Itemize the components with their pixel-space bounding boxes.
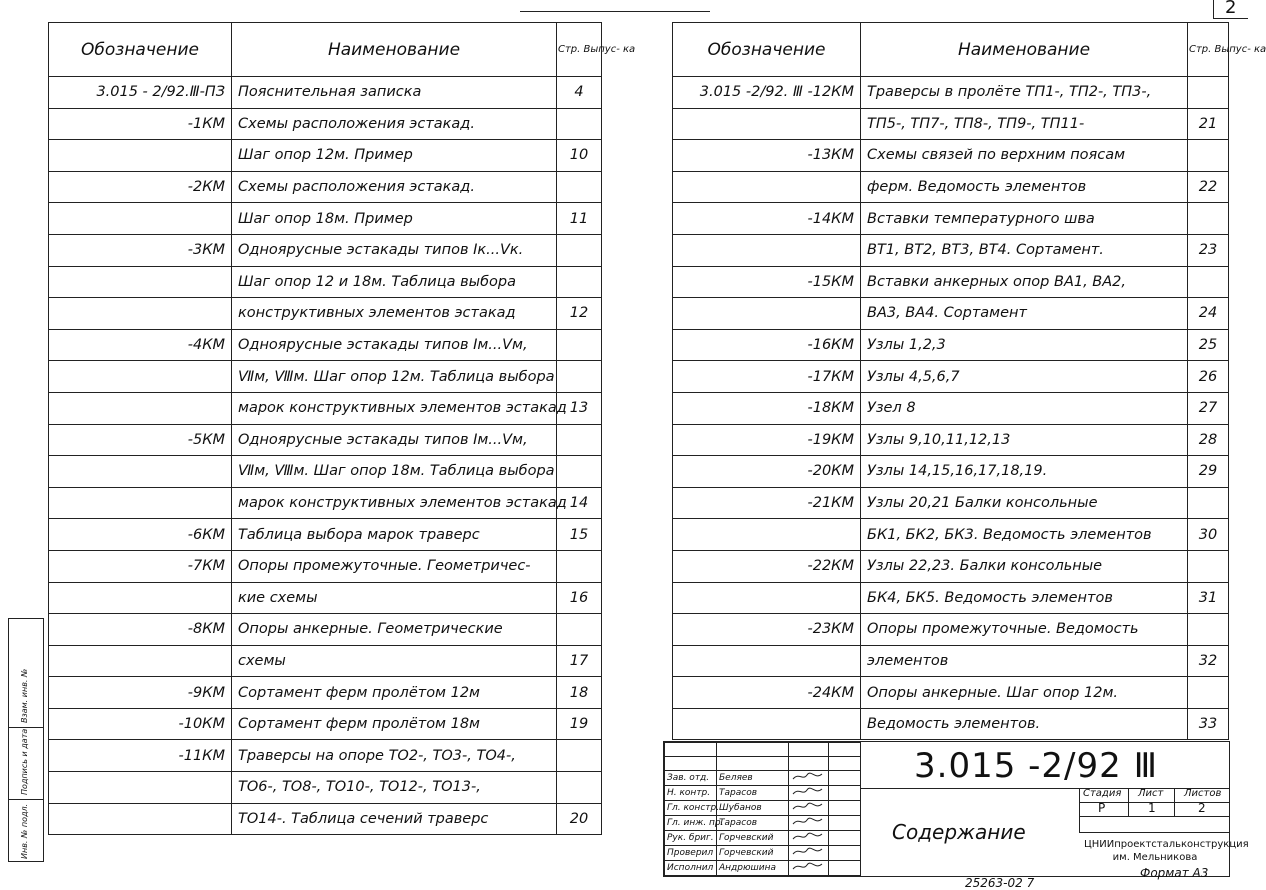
table-row <box>49 487 602 519</box>
cell-name: Опоры промежуточные. Геометричес- <box>232 550 557 582</box>
cell-code <box>49 487 232 519</box>
cell-name: ВТ1, ВТ2, ВТ3, ВТ4. Сортамент. <box>861 234 1188 266</box>
cell-page <box>1188 487 1229 519</box>
role-title: Рук. бриг. <box>665 831 717 846</box>
cell-page <box>557 234 602 266</box>
cell-name: Узлы 20,21 Балки консольные <box>861 487 1188 519</box>
cell-page: 29 <box>1188 456 1229 488</box>
cell-name: БК1, БК2, БК3. Ведомость элементов <box>861 519 1188 551</box>
cell-name: Сортамент ферм пролётом 12м <box>232 677 557 709</box>
cell-page: 26 <box>1188 361 1229 393</box>
cell-page <box>557 171 602 203</box>
table-row <box>673 171 1229 203</box>
sheet-number: 2 <box>1225 0 1237 18</box>
cell-code: 3.015 -2/92. Ⅲ -12КМ <box>673 77 861 109</box>
cell-page: 17 <box>557 645 602 677</box>
table-row <box>49 171 602 203</box>
table-row <box>49 614 602 646</box>
cell-name: Опоры анкерные. Шаг опор 12м. <box>861 677 1188 709</box>
table-row <box>673 708 1229 740</box>
cell-code: -2КМ <box>49 171 232 203</box>
cell-code <box>49 140 232 172</box>
cell-page: 21 <box>1188 108 1229 140</box>
table-row <box>49 550 602 582</box>
role-title: Н. контр. <box>665 786 717 801</box>
cell-name: Опоры промежуточные. Ведомость <box>861 614 1188 646</box>
table-row <box>673 487 1229 519</box>
cell-code: -13КМ <box>673 140 861 172</box>
cell-name: кие схемы <box>232 582 557 614</box>
role-name: Шубанов <box>717 801 789 816</box>
cell-name: Узлы 9,10,11,12,13 <box>861 424 1188 456</box>
table-row <box>673 550 1229 582</box>
table-row <box>673 298 1229 330</box>
org-name: ЦНИИпроектстальконструкция им. Мельникова <box>1084 839 1249 863</box>
cell-code <box>673 645 861 677</box>
table-row <box>49 234 602 266</box>
role-title: Проверил <box>665 846 717 861</box>
cell-code: -11КМ <box>49 740 232 772</box>
cell-code: -20КМ <box>673 456 861 488</box>
signature-icon <box>789 801 829 816</box>
doc-title: Содержание <box>892 820 1026 844</box>
signature-icon <box>789 816 829 831</box>
signature-icon <box>789 771 829 786</box>
cell-name: Сортамент ферм пролётом 18м <box>232 708 557 740</box>
cell-code <box>673 108 861 140</box>
cell-name: Схемы связей по верхним поясам <box>861 140 1188 172</box>
cell-code <box>673 171 861 203</box>
table-row <box>49 772 602 804</box>
side-field-0: Инв. № подл. <box>20 803 29 859</box>
cell-name: Одноярусные эстакады типов Ӏк...Ⅴк. <box>232 234 557 266</box>
cell-code: -23КМ <box>673 614 861 646</box>
header-name: Наименование <box>861 23 1188 77</box>
roles-row <box>665 771 861 786</box>
cell-name: ТО14-. Таблица сечений траверс <box>232 803 557 835</box>
cell-name: БК4, БК5. Ведомость элементов <box>861 582 1188 614</box>
cell-page: 32 <box>1188 645 1229 677</box>
cell-name: Узлы 4,5,6,7 <box>861 361 1188 393</box>
cell-code: -7КМ <box>49 550 232 582</box>
roles-spacer-row <box>665 757 861 771</box>
table-row <box>673 582 1229 614</box>
cell-code: 3.015 - 2/92.Ⅲ-ПЗ <box>49 77 232 109</box>
role-title: Зав. отд. <box>665 771 717 786</box>
table-row <box>49 203 602 235</box>
cell-code: -1КМ <box>49 108 232 140</box>
signature-icon <box>789 846 829 861</box>
cell-name: Шаг опор 12 и 18м. Таблица выбора <box>232 266 557 298</box>
cell-code: -14КМ <box>673 203 861 235</box>
paper-format: Формат А3 <box>1140 866 1209 880</box>
table-row <box>673 140 1229 172</box>
table-row <box>673 234 1229 266</box>
cell-page <box>557 740 602 772</box>
roles-row <box>665 831 861 846</box>
cell-code <box>673 234 861 266</box>
cell-page: 20 <box>557 803 602 835</box>
cell-page <box>1188 614 1229 646</box>
table-row <box>673 456 1229 488</box>
table-row <box>49 108 602 140</box>
cell-page <box>557 329 602 361</box>
role-name: Горчевский <box>717 846 789 861</box>
cell-code: -16КМ <box>673 329 861 361</box>
cell-name: Траверсы на опоре ТО2-, ТО3-, ТО4-, <box>232 740 557 772</box>
roles-row <box>665 816 861 831</box>
stage-value: Р <box>1098 801 1106 815</box>
table-row <box>49 677 602 709</box>
table-row <box>49 803 602 835</box>
table-header <box>673 23 1229 77</box>
cell-code <box>673 582 861 614</box>
table-row <box>673 392 1229 424</box>
role-title: Гл. инж. пр. <box>665 816 717 831</box>
cell-code: -15КМ <box>673 266 861 298</box>
role-name: Тарасов <box>717 816 789 831</box>
role-name: Андрюшина <box>717 861 789 876</box>
cell-page: 28 <box>1188 424 1229 456</box>
cell-page: 16 <box>557 582 602 614</box>
cell-name: Ведомость элементов. <box>861 708 1188 740</box>
table-row <box>673 77 1229 109</box>
cell-name: Вставки температурного шва <box>861 203 1188 235</box>
cell-code <box>49 772 232 804</box>
cell-name: Опоры анкерные. Геометрические <box>232 614 557 646</box>
cell-page: 13 <box>557 392 602 424</box>
role-name: Тарасов <box>717 786 789 801</box>
cell-page: 24 <box>1188 298 1229 330</box>
cell-page: 19 <box>557 708 602 740</box>
signature-icon <box>789 831 829 846</box>
table-row <box>673 108 1229 140</box>
roles-row <box>665 846 861 861</box>
roles-row <box>665 786 861 801</box>
table-row <box>673 329 1229 361</box>
cell-code: -18КМ <box>673 392 861 424</box>
table-row <box>673 266 1229 298</box>
cell-code: -5КМ <box>49 424 232 456</box>
role-title: Исполнил <box>665 861 717 876</box>
cell-code: -9КМ <box>49 677 232 709</box>
cell-page: 33 <box>1188 708 1229 740</box>
roles-row <box>665 861 861 876</box>
roles-row <box>665 801 861 816</box>
cell-code <box>49 582 232 614</box>
cell-page <box>1188 140 1229 172</box>
cell-page: 31 <box>1188 582 1229 614</box>
cell-page: 22 <box>1188 171 1229 203</box>
cell-page <box>1188 77 1229 109</box>
cell-page: 23 <box>1188 234 1229 266</box>
cell-page: 18 <box>557 677 602 709</box>
side-stamp <box>8 618 44 862</box>
cell-code: -21КМ <box>673 487 861 519</box>
table-row <box>673 424 1229 456</box>
sheets-label: Листов <box>1184 788 1222 799</box>
stage-label: Стадия <box>1083 788 1122 799</box>
cell-name: ТП5-, ТП7-, ТП8-, ТП9-, ТП11- <box>861 108 1188 140</box>
cell-code <box>49 456 232 488</box>
cell-name: схемы <box>232 645 557 677</box>
cell-page: 4 <box>557 77 602 109</box>
header-code: Обозначение <box>673 23 861 77</box>
sheet-label: Лист <box>1138 788 1164 799</box>
cell-code: -3КМ <box>49 234 232 266</box>
right-contents-table <box>672 22 1266 740</box>
role-name: Беляев <box>717 771 789 786</box>
role-name: Горчевский <box>717 831 789 846</box>
table-row <box>673 677 1229 709</box>
table-row <box>49 298 602 330</box>
cell-code <box>49 645 232 677</box>
cell-name: Шаг опор 18м. Пример <box>232 203 557 235</box>
cell-page <box>557 772 602 804</box>
table-row <box>49 392 602 424</box>
table-row <box>49 266 602 298</box>
cell-page <box>1188 203 1229 235</box>
table-row <box>49 424 602 456</box>
table-row <box>49 140 602 172</box>
table-row <box>49 361 602 393</box>
cell-code <box>49 203 232 235</box>
cell-name: ТО6-, ТО8-, ТО10-, ТО12-, ТО13-, <box>232 772 557 804</box>
cell-name: Узлы 22,23. Балки консольные <box>861 550 1188 582</box>
cell-code <box>49 803 232 835</box>
table-header <box>49 23 602 77</box>
cell-code <box>49 361 232 393</box>
cell-page: 10 <box>557 140 602 172</box>
cell-page <box>557 266 602 298</box>
cell-page <box>557 550 602 582</box>
cell-name: Траверсы в пролёте ТП1-, ТП2-, ТП3-, <box>861 77 1188 109</box>
cell-page <box>557 361 602 393</box>
header-name: Наименование <box>232 23 557 77</box>
side-field-2: Взам. инв. № <box>20 668 29 723</box>
cell-page <box>1188 550 1229 582</box>
table-row <box>49 456 602 488</box>
cell-page: 11 <box>557 203 602 235</box>
stage-box <box>1079 788 1230 833</box>
cell-name: Схемы расположения эстакад. <box>232 108 557 140</box>
signature-icon <box>789 786 829 801</box>
cell-code: -10КМ <box>49 708 232 740</box>
cell-name: Узлы 1,2,3 <box>861 329 1188 361</box>
table-row <box>673 519 1229 551</box>
cell-code <box>673 708 861 740</box>
table-row <box>49 582 602 614</box>
cell-name: Вставки анкерных опор ВА1, ВА2, <box>861 266 1188 298</box>
designation: 3.015 -2/92 Ⅲ <box>914 746 1159 786</box>
cell-page <box>557 108 602 140</box>
cell-name: Ⅶм, Ⅷм. Шаг опор 18м. Таблица выбора <box>232 456 557 488</box>
header-page: Стр. Выпус- ка <box>557 23 602 77</box>
table-row <box>673 203 1229 235</box>
archive-number: 25263-02 7 <box>965 876 1035 890</box>
cell-name: Одноярусные эстакады типов Ӏм...Ⅴм, <box>232 329 557 361</box>
cell-page: 27 <box>1188 392 1229 424</box>
cell-code: -4КМ <box>49 329 232 361</box>
table-row <box>673 614 1229 646</box>
cell-code: -19КМ <box>673 424 861 456</box>
cell-page <box>557 614 602 646</box>
cell-name: Таблица выбора марок траверс <box>232 519 557 551</box>
cell-code <box>673 298 861 330</box>
cell-name: марок конструктивных элементов эстакад <box>232 487 557 519</box>
cell-page: 14 <box>557 487 602 519</box>
header-page: Стр. Выпус- ка <box>1188 23 1229 77</box>
cell-code <box>49 298 232 330</box>
cell-name: марок конструктивных элементов эстакад <box>232 392 557 424</box>
left-contents-table <box>48 22 636 835</box>
cell-page: 25 <box>1188 329 1229 361</box>
cell-code <box>49 392 232 424</box>
sheet-value: 1 <box>1148 801 1156 815</box>
cell-code: -24КМ <box>673 677 861 709</box>
roles-spacer-row <box>665 743 861 757</box>
side-field-1: Подпись и дата <box>20 728 29 795</box>
table-row <box>673 645 1229 677</box>
cell-code: -6КМ <box>49 519 232 551</box>
cell-name: Ⅶм, Ⅷм. Шаг опор 12м. Таблица выбора <box>232 361 557 393</box>
cell-name: ВА3, ВА4. Сортамент <box>861 298 1188 330</box>
cell-page <box>1188 266 1229 298</box>
cell-name: Узлы 14,15,16,17,18,19. <box>861 456 1188 488</box>
cell-page: 30 <box>1188 519 1229 551</box>
cell-name: Одноярусные эстакады типов Ӏм...Ⅴм, <box>232 424 557 456</box>
table-row <box>49 329 602 361</box>
cell-page <box>557 424 602 456</box>
cell-page: 15 <box>557 519 602 551</box>
title-block <box>663 741 1249 877</box>
cell-name: конструктивных элементов эстакад <box>232 298 557 330</box>
role-title: Гл. констр. <box>665 801 717 816</box>
cell-code: -22КМ <box>673 550 861 582</box>
cell-code <box>673 519 861 551</box>
table-row <box>49 708 602 740</box>
table-row <box>673 361 1229 393</box>
table-row <box>49 519 602 551</box>
sheets-value: 2 <box>1198 801 1206 815</box>
cell-code <box>49 266 232 298</box>
cell-name: Пояснительная записка <box>232 77 557 109</box>
cell-code: -17КМ <box>673 361 861 393</box>
top-rule-mid <box>520 11 710 12</box>
cell-name: Узел 8 <box>861 392 1188 424</box>
table-row <box>49 740 602 772</box>
cell-page: 12 <box>557 298 602 330</box>
signature-icon <box>789 861 829 876</box>
roles-table <box>664 742 861 876</box>
cell-page <box>557 456 602 488</box>
cell-name: Схемы расположения эстакад. <box>232 171 557 203</box>
cell-name: элементов <box>861 645 1188 677</box>
cell-name: Шаг опор 12м. Пример <box>232 140 557 172</box>
header-code: Обозначение <box>49 23 232 77</box>
cell-name: ферм. Ведомость элементов <box>861 171 1188 203</box>
cell-code: -8КМ <box>49 614 232 646</box>
table-row <box>49 77 602 109</box>
table-row <box>49 645 602 677</box>
cell-page <box>1188 677 1229 709</box>
